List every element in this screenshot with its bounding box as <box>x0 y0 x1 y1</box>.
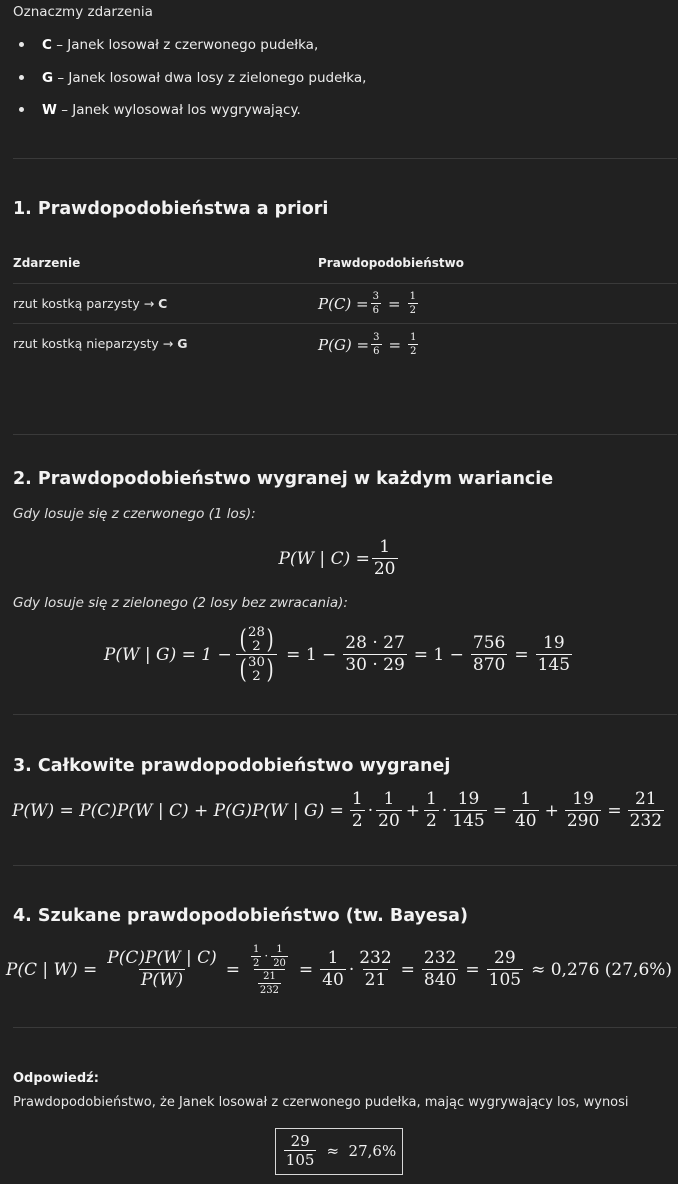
numerator: P(C)P(W | C) <box>107 948 217 969</box>
numerator: 1 <box>520 789 532 809</box>
binomial-top: 30 <box>248 654 265 670</box>
operator: = <box>298 960 314 980</box>
denominator: 40 <box>322 970 344 990</box>
section-4-title: 4. Szukane prawdopodobieństwo (tw. Bayesa) <box>13 906 468 926</box>
numerator: 1 <box>383 789 395 809</box>
numerator: 1 <box>276 944 283 955</box>
numerator: 756 <box>472 633 506 654</box>
fraction <box>371 332 381 357</box>
fraction-group <box>369 291 420 316</box>
equals-sign: = <box>388 294 401 313</box>
list-item <box>0 63 678 96</box>
section-3-title: 3. Całkowite prawdopodobieństwo wygranej <box>13 756 451 776</box>
numerator: 28 · 27 <box>345 633 405 654</box>
final-answer <box>0 1128 678 1175</box>
denominator: 21 <box>364 970 387 990</box>
fraction <box>284 1133 317 1170</box>
case-1-label: Gdy losuje się z czerwonego (1 los): <box>13 506 256 522</box>
denominator <box>254 969 285 996</box>
operator: = <box>607 800 622 821</box>
operator: · <box>441 800 448 821</box>
denominator: 20 <box>373 558 396 579</box>
operator: = <box>225 960 240 980</box>
answer-label: Odpowiedź: <box>13 1071 99 1086</box>
table-cell-probability <box>318 291 420 316</box>
fraction <box>422 949 458 990</box>
operator: = <box>465 960 480 980</box>
equation-bayes <box>0 944 678 996</box>
fraction-group <box>369 332 420 357</box>
fraction <box>424 790 439 831</box>
numerator: 19 <box>572 789 594 809</box>
numerator: 1 <box>379 537 391 557</box>
fraction <box>376 790 402 831</box>
denominator: 840 <box>423 970 457 990</box>
event-desc: – Janek losował dwa losy z zielonego pudełka, <box>53 69 367 86</box>
approximation: ≈ 27,6% <box>326 1142 397 1161</box>
numerator: 1 <box>409 291 416 302</box>
prob-lhs: P(C) = <box>318 294 369 313</box>
denominator: 145 <box>537 654 571 675</box>
equation-lhs: P(W | C) = <box>278 548 370 569</box>
table-cell-event <box>13 336 188 351</box>
operator: · <box>348 960 355 980</box>
fraction <box>408 332 418 357</box>
fraction <box>371 291 381 316</box>
divider <box>13 714 677 715</box>
operator: = <box>514 644 529 665</box>
event-letter: C <box>158 296 168 311</box>
fraction <box>450 790 486 831</box>
denominator <box>236 654 277 684</box>
fraction <box>258 971 281 996</box>
operator: = 1 − <box>413 644 464 665</box>
binomial-bottom: 2 <box>252 638 261 654</box>
operator: = 1 − <box>286 644 337 665</box>
section-2-title: 2. Prawdopodobieństwo wygranej w każdym wariancie <box>13 469 554 489</box>
denominator: 2 <box>351 810 363 831</box>
operator: + <box>544 800 559 821</box>
answer-box <box>275 1128 403 1175</box>
case-2-label: Gdy losuje się z zielonego (2 losy bez zwracania): <box>13 595 348 611</box>
numerator: 29 <box>494 948 516 969</box>
denominator: 870 <box>472 654 506 675</box>
numerator: 29 <box>290 1132 310 1150</box>
operator: · <box>264 948 269 963</box>
fraction <box>320 949 346 990</box>
event-desc: – Janek wylosował los wygrywający. <box>56 102 301 118</box>
fraction <box>251 944 261 969</box>
divider <box>13 158 677 159</box>
denominator: 290 <box>566 810 600 831</box>
bullet-icon <box>19 107 24 112</box>
equation-lhs: P(W) = P(C)P(W | C) + P(G)P(W | G) = <box>11 800 344 821</box>
equation-total-probability <box>0 790 678 831</box>
event-letter: G <box>177 336 188 351</box>
binomial: ( 28 2 ) <box>239 624 274 655</box>
numerator: 232 <box>423 948 457 969</box>
binomial-top: 28 <box>248 625 265 640</box>
numerator: 1 <box>426 789 437 809</box>
event-desc: – Janek losował z czerwonego pudełka, <box>51 37 319 53</box>
list-item <box>0 30 678 63</box>
binomial-fraction <box>236 626 277 684</box>
fraction <box>350 790 365 831</box>
fraction <box>271 944 288 969</box>
prob-lhs: P(G) = <box>318 335 370 354</box>
numerator: 21 <box>263 971 276 982</box>
denominator: 2 <box>409 304 416 316</box>
denominator: 232 <box>259 984 279 996</box>
denominator: 20 <box>273 957 286 969</box>
table-cell-probability <box>318 332 420 357</box>
event-text: rzut kostką parzysty → <box>13 296 159 311</box>
numerator: 1 <box>351 789 363 809</box>
divider <box>13 1027 677 1028</box>
operator: = <box>400 960 415 980</box>
operator: · <box>367 800 374 821</box>
fraction <box>343 634 406 675</box>
operator: + <box>405 800 421 821</box>
denominator: 105 <box>488 970 522 990</box>
binomial: ( 30 2 ) <box>239 654 274 685</box>
divider <box>13 865 677 866</box>
intro-text: Oznaczmy zdarzenia <box>13 4 153 20</box>
numerator <box>236 626 277 654</box>
denominator: 145 <box>452 810 485 831</box>
divider <box>13 434 677 435</box>
event-list <box>0 30 678 128</box>
denominator: 2 <box>252 957 260 969</box>
table-row-divider <box>13 283 677 284</box>
fraction <box>565 790 601 831</box>
numerator: 1 <box>252 944 260 955</box>
compound-fraction <box>247 944 292 996</box>
numerator: 19 <box>457 789 480 809</box>
numerator: 1 <box>327 948 339 969</box>
numerator: 3 <box>372 291 379 302</box>
numerator: 1 <box>410 332 417 343</box>
denominator: 20 <box>378 810 400 831</box>
equation-case-2 <box>0 626 678 684</box>
denominator: 6 <box>372 304 379 316</box>
fraction <box>487 949 523 990</box>
fraction <box>513 790 539 831</box>
denominator: 232 <box>629 810 663 831</box>
equation-lhs: P(W | G) = 1 − <box>103 644 232 665</box>
fraction <box>105 949 218 990</box>
event-letter: W <box>42 102 57 118</box>
equals-sign: = <box>388 335 402 354</box>
list-item <box>0 95 678 128</box>
fraction <box>357 949 393 990</box>
fraction <box>372 538 398 579</box>
denominator: 6 <box>373 345 380 357</box>
numerator: 19 <box>543 633 565 654</box>
table-header-probability: Prawdopodobieństwo <box>318 256 464 270</box>
denominator: 105 <box>285 1151 315 1170</box>
bullet-icon <box>19 75 24 80</box>
fraction <box>628 790 664 831</box>
numerator: 3 <box>373 332 380 343</box>
denominator: 30 · 29 <box>345 654 405 675</box>
approximation: ≈ 0,276 (27,6%) <box>531 960 673 980</box>
operator: = <box>492 800 507 821</box>
fraction <box>471 634 507 675</box>
table-header-event: Zdarzenie <box>13 256 81 270</box>
event-letter: C <box>42 37 52 53</box>
table-row-divider <box>13 323 677 324</box>
fraction <box>408 291 418 316</box>
denominator: 2 <box>410 345 417 357</box>
equation-case-1 <box>0 538 678 579</box>
denominator: 2 <box>426 810 437 831</box>
answer-text: Prawdopodobieństwo, że Janek losował z czerwonego pudełka, mając wygrywający los, wynosi <box>13 1095 629 1110</box>
event-letter: G <box>42 69 54 86</box>
fraction <box>536 634 572 675</box>
section-1-title: 1. Prawdopodobieństwa a priori <box>13 199 329 219</box>
equation-lhs: P(C | W) = <box>5 960 98 980</box>
numerator: 232 <box>359 948 392 969</box>
numerator: 21 <box>634 789 657 809</box>
binomial-bottom: 2 <box>252 668 261 684</box>
denominator: 40 <box>514 810 537 831</box>
table-cell-event <box>13 296 167 311</box>
bullet-icon <box>19 42 24 47</box>
denominator: P(W) <box>140 970 184 990</box>
numerator <box>247 944 292 969</box>
event-text: rzut kostką nieparzysty → <box>13 336 178 351</box>
